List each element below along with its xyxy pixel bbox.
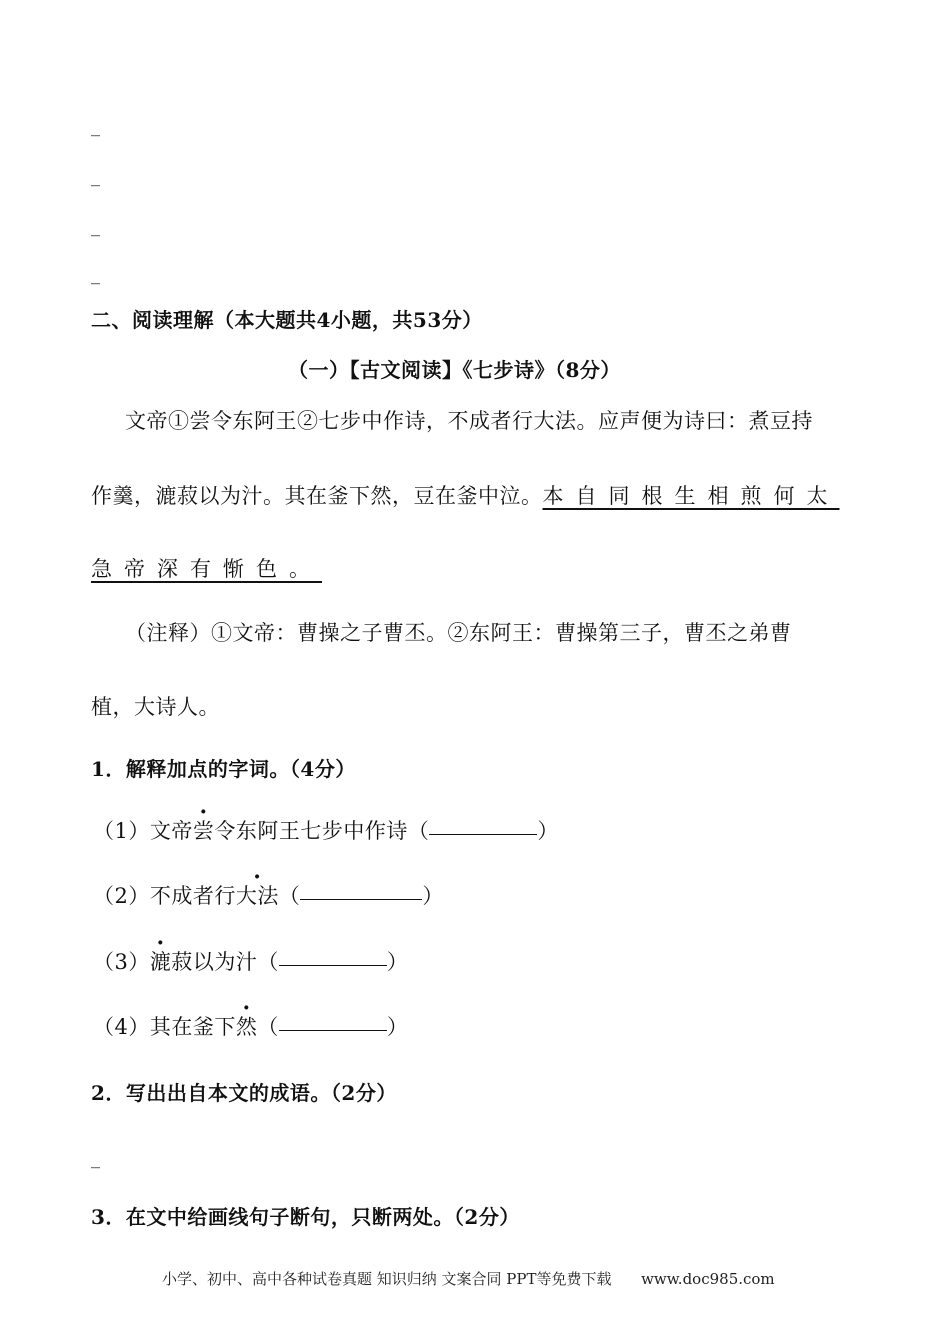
question-1-item <box>93 815 559 845</box>
item-text: 文帝 <box>149 819 193 843</box>
passage-line <box>91 553 322 583</box>
question-1-item <box>93 946 408 976</box>
item-text: 菽以为汁 <box>171 950 258 974</box>
question-1-title: 1．解释加点的字词。（4分） <box>91 757 356 781</box>
paren-open: （ <box>257 950 279 974</box>
footer <box>162 1268 775 1289</box>
question-2-title: 2．写出出自本文的成语。（2分） <box>91 1081 397 1105</box>
paren-open: （ <box>257 1015 279 1039</box>
footer-url[interactable]: www.doc985.com <box>641 1270 775 1288</box>
dotted-word: 尝 <box>192 819 215 843</box>
blank-mark: _ <box>91 116 100 137</box>
dotted-word: 漉 <box>149 950 172 974</box>
item-number: （1） <box>93 819 150 843</box>
paren-close: ） <box>386 1015 409 1039</box>
answer-line[interactable]: _ <box>91 1148 100 1169</box>
dotted-word: 然 <box>235 1015 258 1039</box>
paren-close: ） <box>422 884 444 908</box>
item-number: （2） <box>93 884 150 908</box>
question-1-item <box>93 880 444 910</box>
blank-mark: _ <box>91 216 100 237</box>
blank-mark: _ <box>91 264 100 285</box>
blank-mark: _ <box>91 166 100 187</box>
answer-blank[interactable] <box>429 833 537 835</box>
paren-close: ） <box>537 819 559 843</box>
item-number: （3） <box>93 950 150 974</box>
passage-line: 文帝①尝令东阿王②七步中作诗，不成者行大法。应声便为诗曰：煮豆持 <box>125 409 813 433</box>
question-1-item <box>93 1011 408 1041</box>
answer-blank[interactable] <box>279 1029 387 1031</box>
item-text: 令东阿王七步中作诗 <box>214 819 408 843</box>
answer-blank[interactable] <box>279 964 387 966</box>
passage-text: 作羹，漉菽以为汁。其在釜下然，豆在釜中泣。 <box>91 484 543 508</box>
paren-open: （ <box>278 884 301 908</box>
item-text: 不成者行 <box>149 884 236 908</box>
passage-title: （一）【古文阅读】《七步诗》（8分） <box>288 358 621 382</box>
note-line: （注释）①文帝：曹操之子曹丕。②东阿王：曹操第三子，曹丕之弟曹 <box>125 621 792 645</box>
question-3-title: 3．在文中给画线句子断句，只断两处。（2分） <box>91 1205 520 1229</box>
item-number: （4） <box>93 1015 150 1039</box>
underlined-sentence: 急帝深有惭色。 <box>91 557 322 581</box>
dotted-word: 大法 <box>235 884 279 908</box>
paren-close: ） <box>386 950 409 974</box>
footer-text: 小学、初中、高中各种试卷真题 知识归纳 文案合同 PPT等免费下载 <box>162 1270 612 1288</box>
note-line: 植，大诗人。 <box>91 695 220 719</box>
section-title: 二、阅读理解（本大题共4小题，共53分） <box>91 308 483 332</box>
answer-blank[interactable] <box>300 898 422 900</box>
underlined-sentence: 本自同根生相煎何太 <box>542 484 840 508</box>
passage-line <box>91 480 840 510</box>
item-text: 其在釜下 <box>149 1015 236 1039</box>
paren-open: （ <box>407 819 430 843</box>
